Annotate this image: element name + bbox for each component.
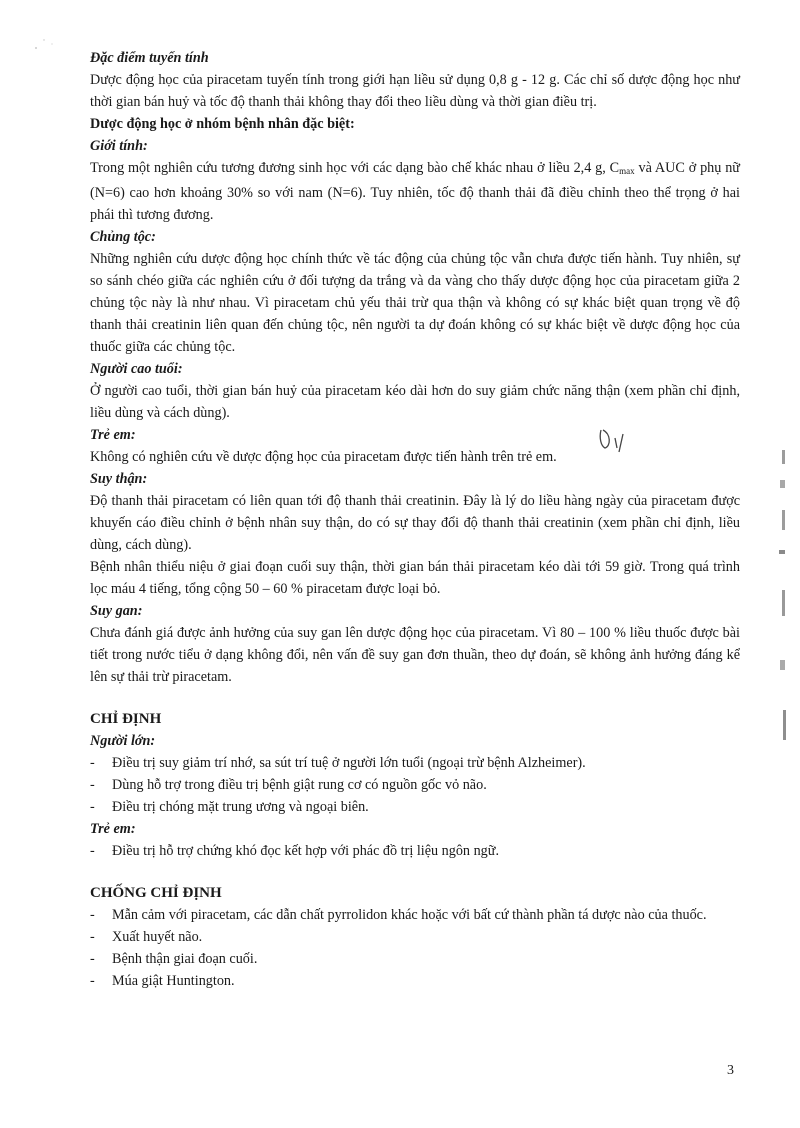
gender-heading: Giới tính: bbox=[90, 138, 148, 154]
edge-marks bbox=[770, 440, 800, 770]
page-number: 3 bbox=[727, 1063, 734, 1078]
cmax-subscript: max bbox=[619, 166, 635, 176]
scan-specks bbox=[30, 30, 70, 60]
contraindications-list bbox=[90, 904, 740, 992]
elderly-text: Ở người cao tuổi, thời gian bán huỷ của piracetam kéo dài hơn do suy giảm chức năng thận (xem phần chỉ định, liều dùng và cách dùng). bbox=[90, 383, 740, 421]
gender-text-part-1: Trong một nghiên cứu tương đương sinh học với các dạng bào chế khác nhau ở liều 2,4 g, C bbox=[90, 160, 620, 176]
elderly-heading: Người cao tuổi: bbox=[90, 361, 183, 377]
renal-text-2: Bệnh nhân thiểu niệu ở giai đoạn cuối suy thận, thời gian bán thải piracetam kéo dài tới 59 giờ. Trong quá trình lọc máu 4 tiếng, tổng cộng 50 – 60 % piracetam được loại bỏ. bbox=[90, 559, 740, 597]
list-item: - Dùng hỗ trợ trong điều trị bệnh giật rung cơ có nguồn gốc vỏ não. bbox=[90, 774, 740, 796]
indications-adults-heading: Người lớn: bbox=[90, 733, 156, 749]
indications-children-heading: Trẻ em: bbox=[90, 821, 136, 837]
document-body bbox=[90, 47, 740, 992]
linear-text: Dược động học của piracetam tuyến tính trong giới hạn liều sử dụng 0,8 g - 12 g. Các chỉ số dược động học như thời gian bán huỷ và tốc độ thanh thải không thay đổi theo liều dùng và thời gian điều trị. bbox=[90, 72, 740, 110]
hepatic-heading: Suy gan: bbox=[90, 603, 143, 619]
gender-text bbox=[90, 157, 740, 226]
list-item: - Mẫn cảm với piracetam, các dẫn chất pyrrolidon khác hoặc với bất cứ thành phần tá dược nào của thuốc. bbox=[90, 904, 740, 926]
handwritten-mark bbox=[595, 424, 631, 454]
contraindications-title: CHỐNG CHỈ ĐỊNH bbox=[90, 885, 222, 901]
list-item: - Múa giật Huntington. bbox=[90, 970, 740, 992]
scan-edge-artifact bbox=[766, 440, 800, 770]
list-item: - Điều trị hỗ trợ chứng khó đọc kết hợp với phác đồ trị liệu ngôn ngữ. bbox=[90, 840, 740, 862]
list-item: - Bệnh thận giai đoạn cuối. bbox=[90, 948, 740, 970]
special-populations-heading: Dược động học ở nhóm bệnh nhân đặc biệt: bbox=[90, 116, 355, 132]
list-item: - Điều trị chóng mặt trung ương và ngoại biên. bbox=[90, 796, 740, 818]
indications-children-list bbox=[90, 840, 740, 862]
linear-heading: Đặc điểm tuyến tính bbox=[90, 50, 209, 66]
list-item: - Xuất huyết não. bbox=[90, 926, 740, 948]
hepatic-text: Chưa đánh giá được ảnh hưởng của suy gan lên dược động học của piracetam. Vì 80 – 100 % liều thuốc được bài tiết trong nước tiểu ở dạng không đổi, nên vấn đề suy gan đơn thuần, theo dự đoán, sẽ không ảnh hưởng đáng kể lên sự thải trừ piracetam. bbox=[90, 625, 740, 685]
race-text: Những nghiên cứu dược động học chính thức về tác động của chủng tộc vẫn chưa được tiến hành. Tuy nhiên, sự so sánh chéo giữa các nghiên cứu ở đối tượng da trắng và da vàng cho thấy dược động học của piracetam giữa 2 chủng tộc này là như nhau. Vì piracetam chủ yếu thải trừ qua thận và không có sự khác biệt quan trọng về độ thanh thải creatinin liên quan đến chủng tộc, nên người ta dự đoán không có sự khác biệt về dược động học của thuốc giữa các chủng tộc. bbox=[90, 251, 740, 355]
renal-heading: Suy thận: bbox=[90, 471, 148, 487]
indications-adults-list bbox=[90, 752, 740, 818]
children-pk-text: Không có nghiên cứu về dược động học của piracetam được tiến hành trên trẻ em. bbox=[90, 449, 557, 465]
indications-title: CHỈ ĐỊNH bbox=[90, 711, 162, 727]
renal-text-1: Độ thanh thải piracetam có liên quan tới độ thanh thải creatinin. Đây là lý do liều hàng ngày của piracetam được khuyến cáo điều chỉnh ở bệnh nhân suy thận, do có sự thay đổi độ thanh thải creatinin (xem phần chỉ định, liều dùng, cách dùng). bbox=[90, 493, 740, 553]
children-pk-heading: Trẻ em: bbox=[90, 427, 136, 443]
gender-text-part-2: và AUC ở phụ nữ (N=6) cao hơn khoảng 30% so với nam (N=6). Tuy nhiên, tốc độ thanh thải đã điều chỉnh theo thể trọng ở hai phái thì tương đương. bbox=[90, 160, 740, 223]
list-item: - Điều trị suy giảm trí nhớ, sa sút trí tuệ ở người lớn tuổi (ngoại trừ bệnh Alzheimer). bbox=[90, 752, 740, 774]
race-heading: Chủng tộc: bbox=[90, 229, 156, 245]
